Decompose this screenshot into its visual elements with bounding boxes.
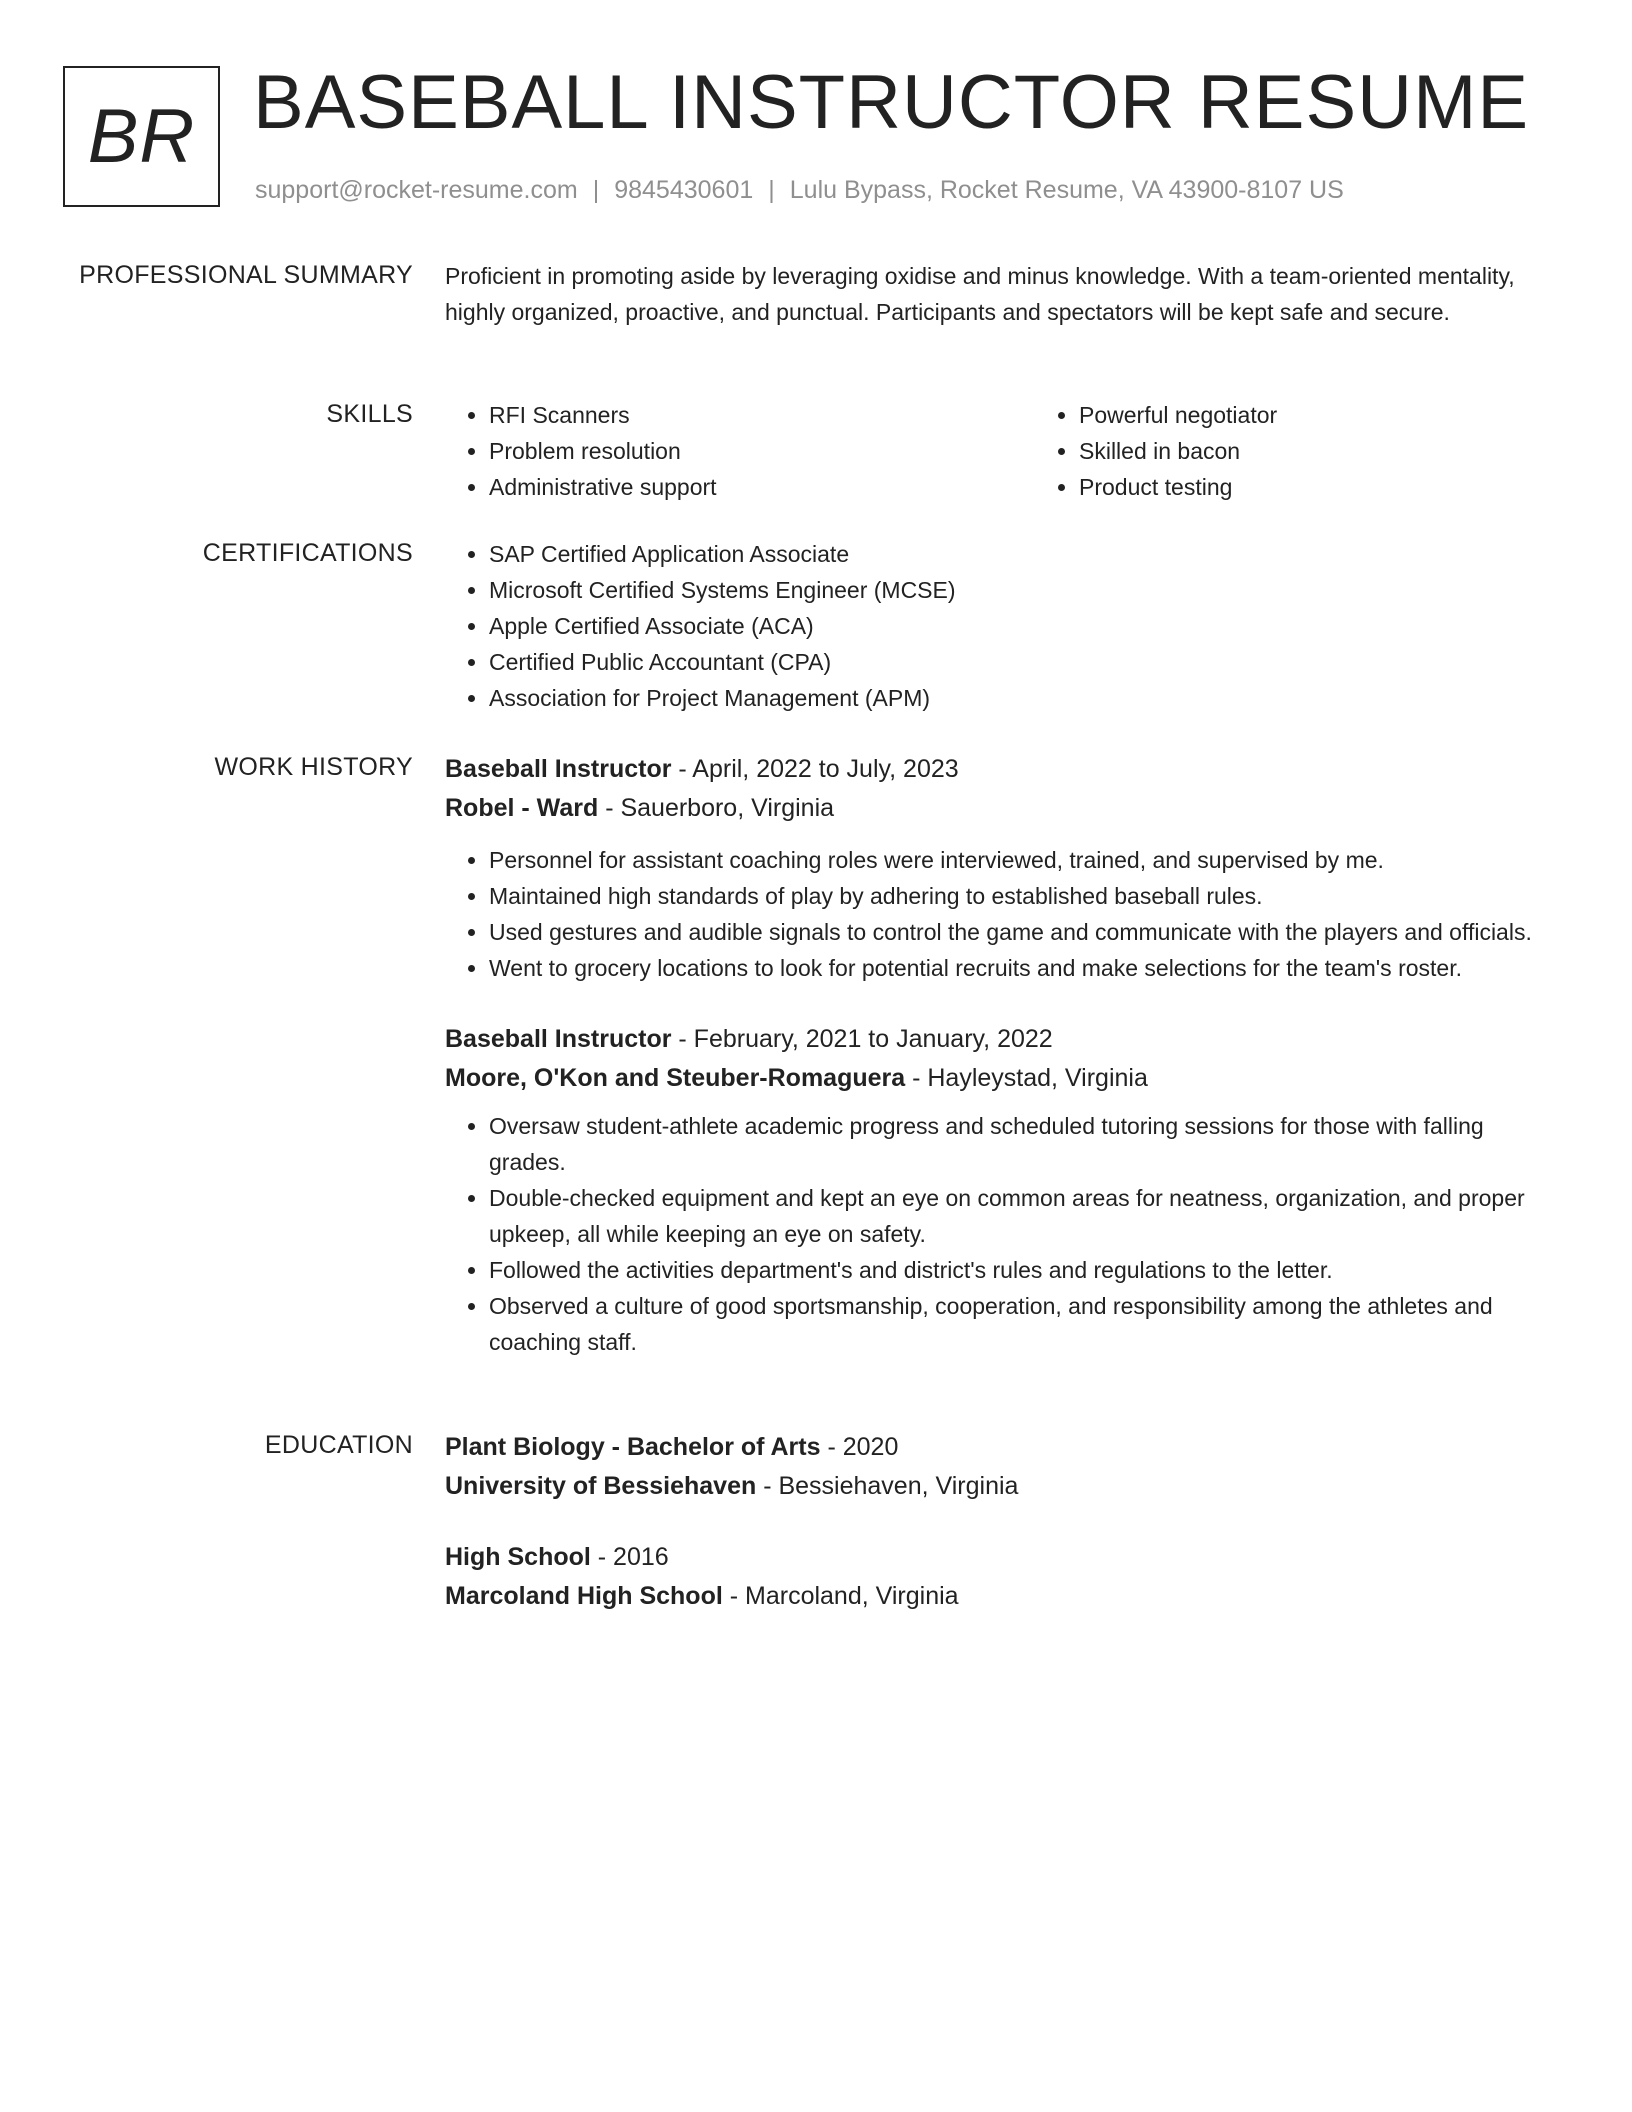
job-duty: • Followed the activities department's and district's rules and regulations to the letter. <box>489 1252 1555 1288</box>
education-degree-line <box>445 1538 1555 1577</box>
summary-heading: PROFESSIONAL SUMMARY <box>79 261 413 289</box>
certification-item: • SAP Certified Application Associate <box>489 536 1555 572</box>
certification-item: • Apple Certified Associate (ACA) <box>489 608 1555 644</box>
job-duty: • Double-checked equipment and kept an eye on common areas for neatness, organization, and proper upkeep, all while keeping an eye on safety. <box>489 1180 1555 1252</box>
job-title-line <box>445 1020 1555 1059</box>
page-title: BASEBALL INSTRUCTOR RESUME <box>253 60 1530 145</box>
job-duty: • Went to grocery locations to look for potential recruits and make selections for the team's roster. <box>489 950 1555 986</box>
work-history-heading: WORK HISTORY <box>214 753 413 781</box>
education-school-line <box>445 1467 1555 1506</box>
education-degree: Plant Biology - Bachelor of Arts <box>445 1433 821 1461</box>
job-dates: - February, 2021 to January, 2022 <box>671 1025 1053 1053</box>
job-employer-line <box>445 789 1555 828</box>
education-degree-line <box>445 1428 1555 1467</box>
job-duty: • Used gestures and audible signals to control the game and communicate with the players and officials. <box>489 914 1555 950</box>
job-entry <box>445 750 1555 986</box>
job-employer: Moore, O'Kon and Steuber-Romaguera <box>445 1064 906 1092</box>
contact-phone: 9845430601 <box>614 176 754 204</box>
certification-item: • Association for Project Management (APM) <box>489 680 1555 716</box>
work-history-body <box>445 750 1555 1360</box>
contact-email: support@rocket-resume.com <box>255 176 578 204</box>
job-location: - Sauerboro, Virginia <box>598 794 835 822</box>
job-duty: • Oversaw student-athlete academic progress and scheduled tutoring sessions for those with falling grades. <box>489 1108 1555 1180</box>
education-entry <box>445 1428 1555 1506</box>
job-duties-list <box>445 842 1555 986</box>
job-duties-list <box>445 1108 1555 1360</box>
skill-item: • RFI Scanners <box>489 397 1035 433</box>
job-duty: • Maintained high standards of play by adhering to established baseball rules. <box>489 878 1555 914</box>
skills-list-left <box>445 397 1035 505</box>
job-duty: • Observed a culture of good sportsmanship, cooperation, and responsibility among the athletes and coaching staff. <box>489 1288 1555 1360</box>
certifications-list <box>445 536 1555 716</box>
education-location: - Bessiehaven, Virginia <box>756 1472 1019 1500</box>
education-heading: EDUCATION <box>264 1431 413 1459</box>
contact-separator: | <box>592 176 600 204</box>
skill-item: • Problem resolution <box>489 433 1035 469</box>
education-body <box>445 1428 1555 1616</box>
certifications-body <box>445 536 1555 716</box>
job-title: Baseball Instructor <box>445 1025 672 1053</box>
certifications-heading: CERTIFICATIONS <box>202 539 413 567</box>
education-degree: High School <box>445 1543 591 1571</box>
skill-item: • Powerful negotiator <box>1079 397 1625 433</box>
job-entry <box>445 1020 1555 1360</box>
job-title: Baseball Instructor <box>445 755 672 783</box>
education-school: Marcoland High School <box>445 1582 723 1610</box>
summary-text: Proficient in promoting aside by leveraging oxidise and minus knowledge. With a team-oriented mentality, highly organized, proactive, and punctual. Participants and spectators will be kept safe and secure. <box>445 263 1515 325</box>
skills-body <box>445 397 1555 505</box>
education-location: - Marcoland, Virginia <box>722 1582 959 1610</box>
contact-line <box>255 173 1344 207</box>
skill-item: • Administrative support <box>489 469 1035 505</box>
job-title-line <box>445 750 1555 789</box>
skills-heading: SKILLS <box>326 400 413 428</box>
monogram-logo: BR <box>63 66 220 207</box>
job-employer: Robel - Ward <box>445 794 599 822</box>
education-year: - 2016 <box>590 1543 669 1571</box>
skill-item: • Product testing <box>1079 469 1625 505</box>
contact-separator: | <box>768 176 775 204</box>
job-employer-line <box>445 1059 1555 1098</box>
certification-item: • Certified Public Accountant (CPA) <box>489 644 1555 680</box>
education-year: - 2020 <box>820 1433 899 1461</box>
contact-address: Lulu Bypass, Rocket Resume, VA 43900-8107 US <box>789 176 1344 204</box>
skills-list-right <box>1035 397 1625 505</box>
certification-item: • Microsoft Certified Systems Engineer (MCSE) <box>489 572 1555 608</box>
job-location: - Hayleystad, Virginia <box>905 1064 1148 1092</box>
education-school-line <box>445 1577 1555 1616</box>
education-entry <box>445 1538 1555 1616</box>
summary-body <box>445 258 1555 330</box>
job-dates: - April, 2022 to July, 2023 <box>671 755 959 783</box>
skill-item: • Skilled in bacon <box>1079 433 1625 469</box>
job-duty: • Personnel for assistant coaching roles were interviewed, trained, and supervised by me. <box>489 842 1555 878</box>
education-school: University of Bessiehaven <box>445 1472 757 1500</box>
